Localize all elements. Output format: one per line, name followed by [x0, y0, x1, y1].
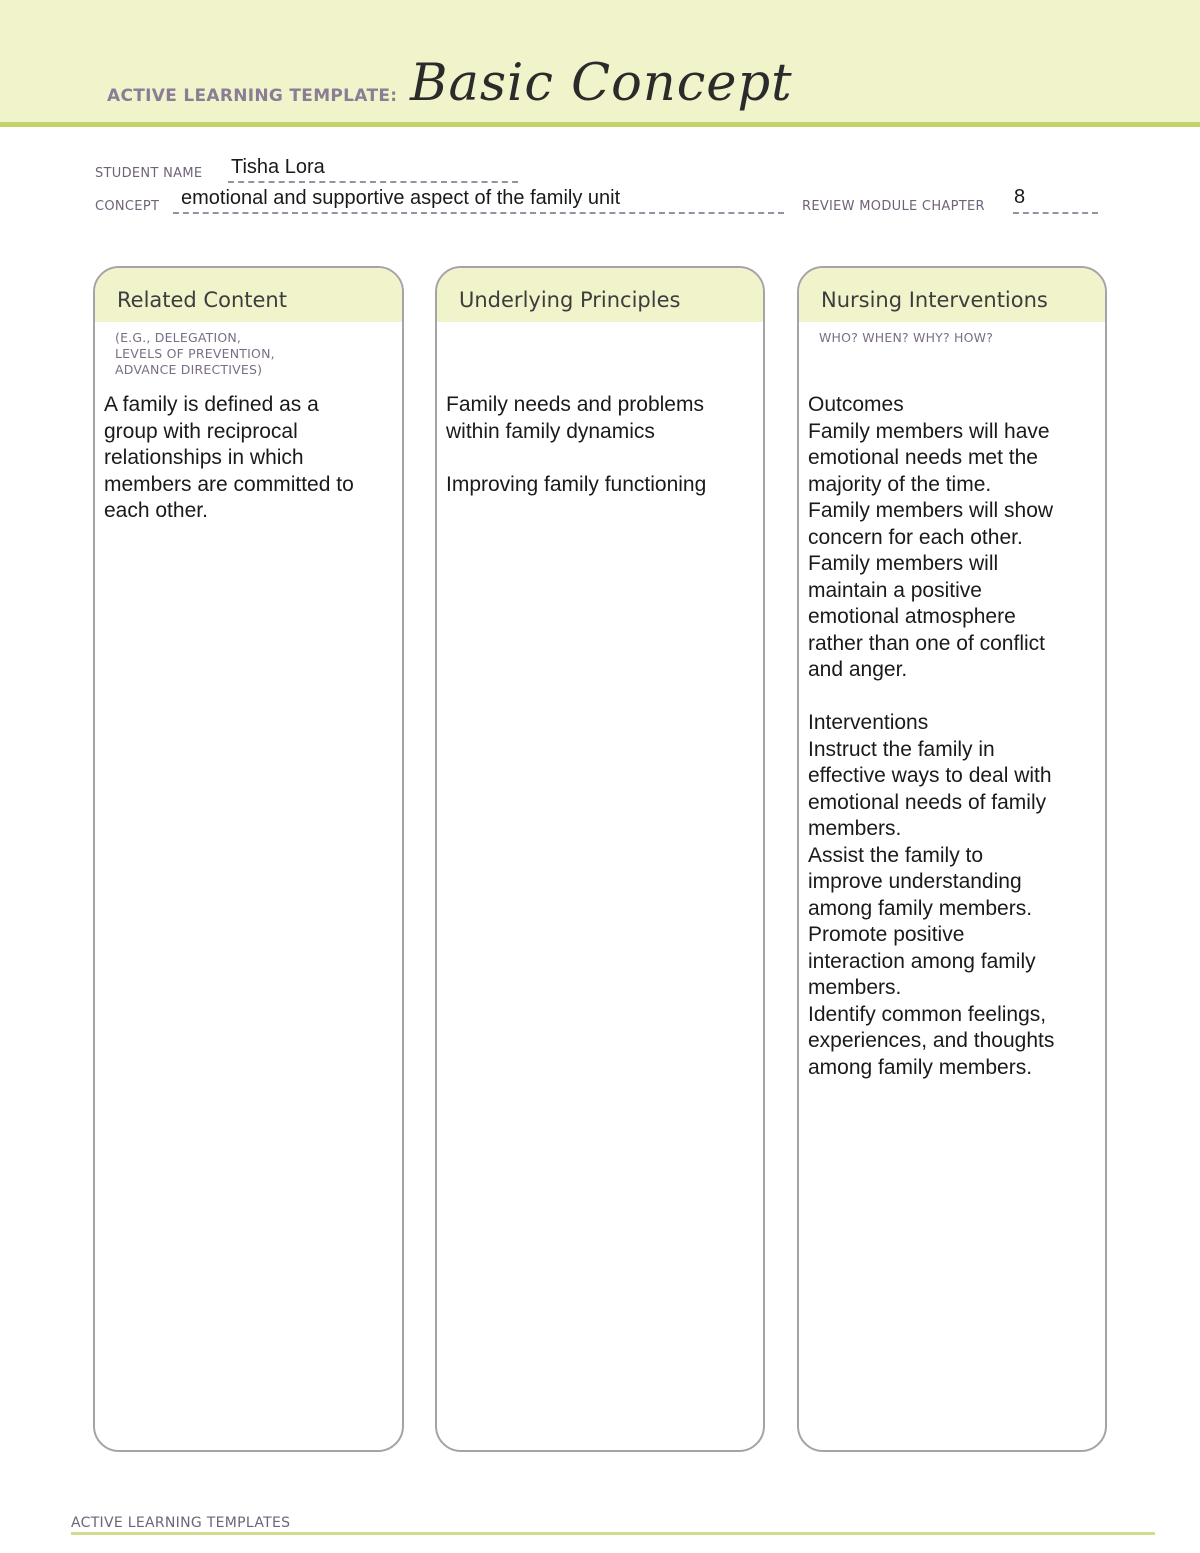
- panel-title: Related Content: [117, 288, 287, 312]
- review-module-line: [1013, 212, 1098, 214]
- concept-field[interactable]: emotional and supportive aspect of the family unit: [181, 187, 621, 209]
- related-content-text[interactable]: A family is defined as a group with reciprocal relationships in which members are committed to each other.: [104, 393, 354, 522]
- nursing-interventions-panel: [797, 266, 1107, 1452]
- panel-subtitle: WHO? WHEN? WHY? HOW?: [819, 330, 994, 345]
- related-content-panel: [93, 266, 404, 1452]
- template-label: ACTIVE LEARNING TEMPLATE:: [107, 86, 398, 106]
- concept-label: CONCEPT: [95, 199, 160, 214]
- underlying-principles-text[interactable]: Family needs and problems within family dynamics Improving family functioning: [446, 393, 707, 496]
- underlying-principles-panel: [435, 266, 765, 1452]
- concept-line: [173, 212, 784, 214]
- panel-title: Underlying Principles: [459, 288, 681, 312]
- student-name-field[interactable]: Tisha Lora: [231, 156, 325, 178]
- page-title: Basic Concept: [410, 54, 793, 113]
- student-name-label: STUDENT NAME: [95, 166, 203, 181]
- panel-title: Nursing Interventions: [821, 288, 1048, 312]
- panel-subtitle: (E.G., DELEGATION, LEVELS OF PREVENTION, ADVANCE DIRECTIVES): [115, 330, 275, 377]
- nursing-interventions-text[interactable]: Outcomes Family members will have emotional needs met the majority of the time. Family members will show concern for each other. Family members will maintain a positive emotional atmosphere rather than one of conflict and anger. Interventions Instruct the family in effective ways to deal with emotional needs of family members. Assist the family to improve understanding among family members. Promote positive interaction among family members. Identify common feelings, experiences, and thoughts among family members.: [808, 393, 1055, 1079]
- header-divider: [0, 122, 1200, 127]
- review-module-field[interactable]: 8: [1014, 186, 1026, 208]
- footer-text: ACTIVE LEARNING TEMPLATES: [71, 1515, 291, 1531]
- student-name-line: [228, 181, 518, 183]
- footer-divider: [71, 1532, 1155, 1535]
- review-module-label: REVIEW MODULE CHAPTER: [802, 199, 985, 214]
